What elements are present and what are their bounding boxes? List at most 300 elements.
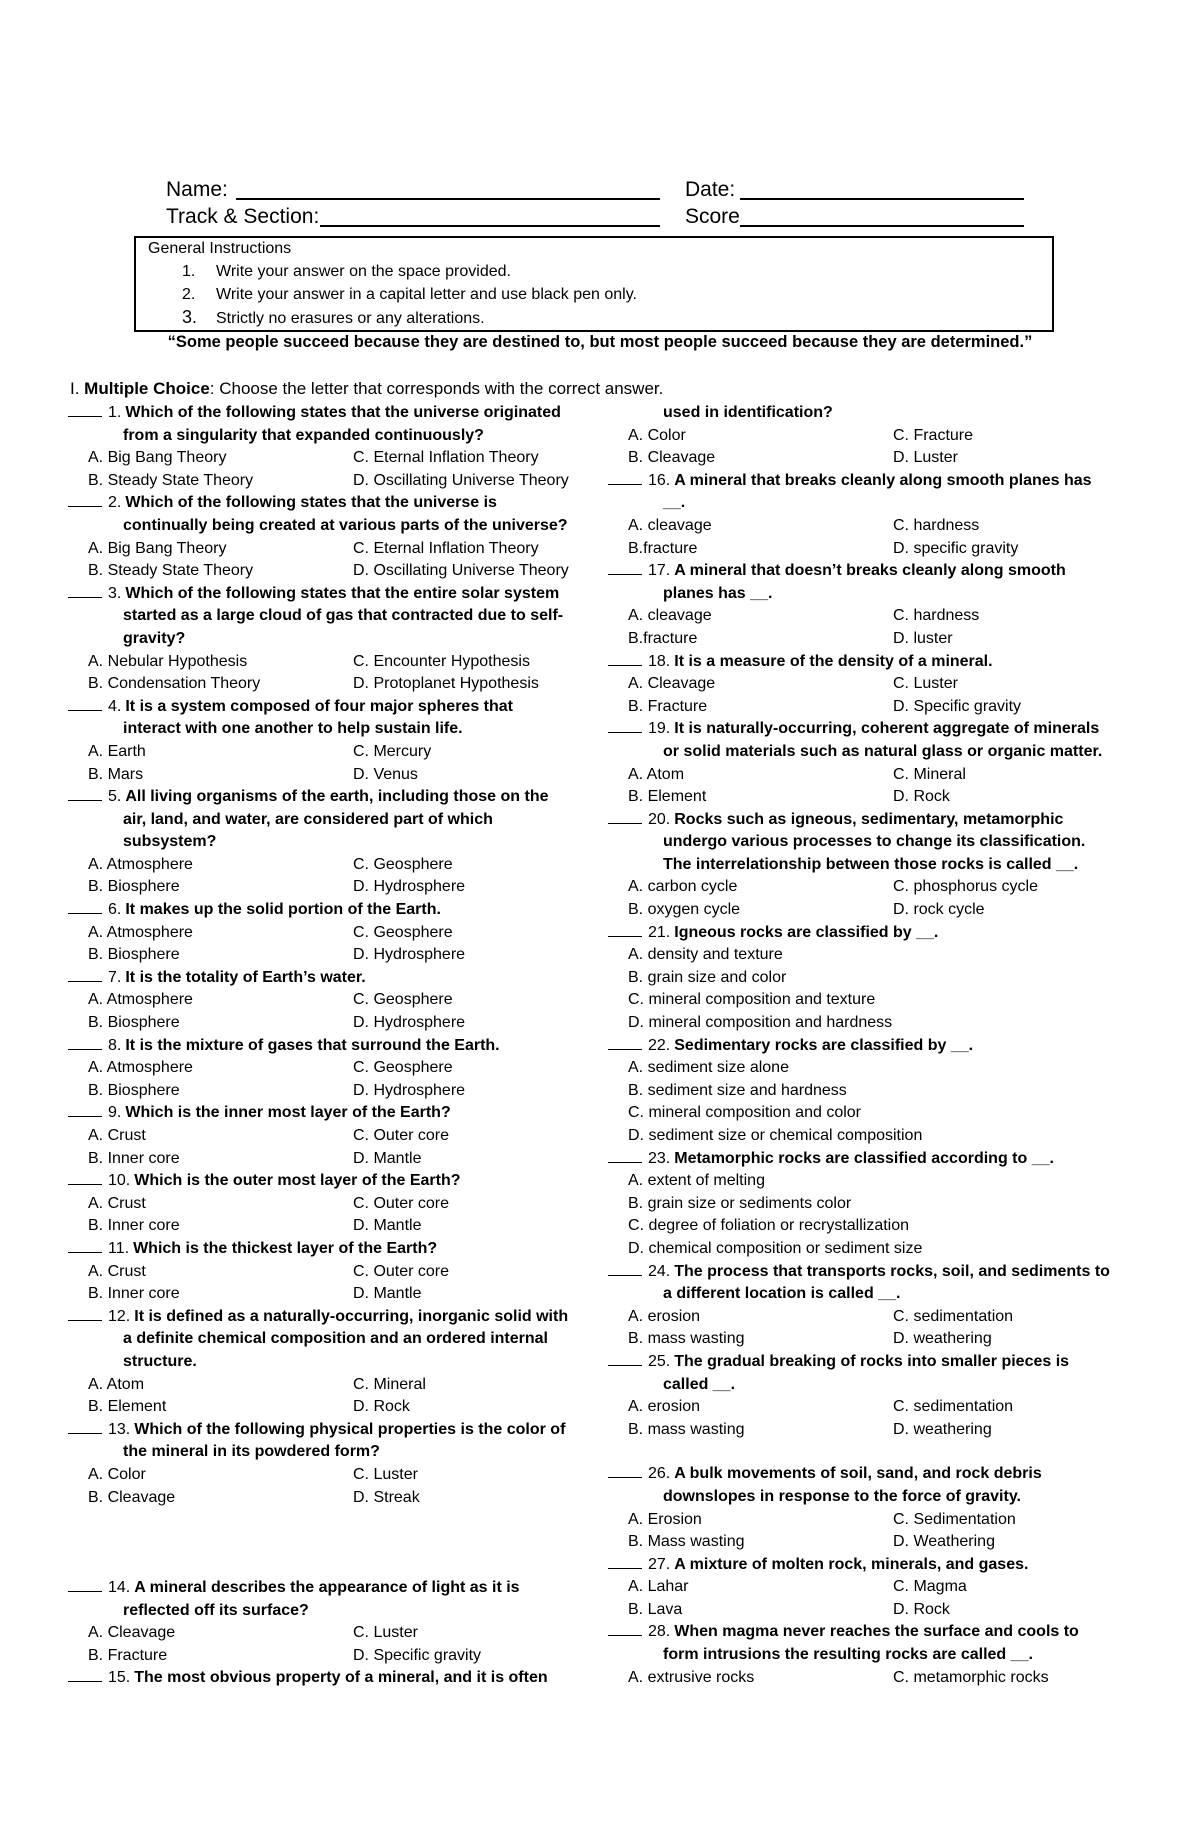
answer-option: A. Atom (628, 765, 685, 783)
track-section-label: Track & Section: (166, 205, 320, 228)
answer-option: C. Outer core (353, 1194, 450, 1212)
answer-blank[interactable] (608, 922, 642, 937)
question-text: Which of the following physical properties is the color of (134, 1420, 566, 1438)
answer-blank[interactable] (608, 809, 642, 824)
answer-option: C. Mineral (893, 765, 966, 783)
answer-option: B. Element (88, 1398, 167, 1416)
question-number (608, 1554, 670, 1577)
question-number-text: 3. (108, 584, 122, 602)
instruction-num: 2. (182, 286, 196, 303)
question-item (68, 402, 588, 492)
answer-options (68, 1464, 588, 1509)
question-text: Metamorphic rocks are classified according to __. (674, 1149, 1054, 1167)
answer-option: B.fracture (628, 539, 698, 557)
question-stem (608, 1035, 1128, 1058)
question-item (608, 651, 1128, 719)
name-field[interactable] (236, 198, 660, 200)
answer-options (608, 944, 1128, 1034)
answer-option: D. chemical composition or sediment size (628, 1239, 923, 1257)
answer-options (68, 854, 588, 899)
answer-option: C. Magma (893, 1578, 967, 1596)
question-text: It is the totality of Earth’s water. (125, 968, 366, 986)
answer-options (608, 1396, 1128, 1441)
answer-blank[interactable] (608, 1148, 642, 1163)
question-item (68, 1238, 588, 1306)
question-text-continued: subsystem? (123, 833, 217, 851)
answer-option: B. Biosphere (88, 1081, 180, 1099)
question-text: A mixture of molten rock, minerals, and gases. (674, 1555, 1029, 1573)
answer-blank[interactable] (68, 1102, 102, 1117)
answer-options (608, 1057, 1128, 1147)
answer-options (608, 425, 1128, 470)
question-number-text: 25. (648, 1352, 671, 1370)
answer-option: A. Big Bang Theory (88, 539, 227, 557)
question-stem (608, 809, 1128, 832)
answer-option: A. Atmosphere (88, 1059, 193, 1077)
question-number (608, 718, 670, 741)
question-stem (608, 1261, 1128, 1284)
answer-option: B. Biosphere (88, 946, 180, 964)
question-text: A bulk movements of soil, sand, and rock debris (674, 1465, 1042, 1483)
answer-blank[interactable] (608, 651, 642, 666)
answer-option: D. Oscillating Universe Theory (353, 471, 569, 489)
question-text: Igneous rocks are classified by __. (674, 923, 939, 941)
question-stem (68, 1170, 588, 1193)
question-item (608, 1261, 1128, 1351)
question-stem (68, 1035, 588, 1058)
answer-option: D. luster (893, 629, 953, 647)
answer-blank[interactable] (68, 492, 102, 507)
answer-blank[interactable] (608, 1035, 642, 1050)
answer-blank[interactable] (608, 718, 642, 733)
right-question-column (608, 402, 1128, 1689)
question-text: It is a measure of the density of a mineral. (674, 652, 993, 670)
question-number-text: 23. (648, 1149, 671, 1167)
question-item (68, 492, 588, 582)
question-text-continued: form intrusions the resulting rocks are called __. (663, 1646, 1033, 1664)
question-number (608, 651, 670, 674)
question-number (608, 809, 670, 832)
question-number (68, 402, 121, 425)
answer-option: B. Cleavage (88, 1488, 176, 1506)
question-number-text: 10. (108, 1172, 131, 1190)
answer-option: D. Specific gravity (353, 1646, 482, 1664)
question-number (608, 1351, 670, 1374)
question-text-continued: started as a large cloud of gas that contracted due to self- (123, 607, 564, 625)
answer-option: A. Atmosphere (88, 991, 193, 1009)
answer-blank[interactable] (68, 1170, 102, 1185)
question-number-text: 7. (108, 968, 122, 986)
answer-options (68, 1261, 588, 1306)
spacer (608, 1441, 1128, 1463)
question-text-continued: structure. (123, 1352, 197, 1370)
answer-option: D. Luster (893, 449, 958, 467)
answer-blank[interactable] (608, 470, 642, 485)
question-text-continued: air, land, and water, are considered part of which (123, 810, 493, 828)
question-stem (68, 1667, 588, 1690)
question-text: A mineral describes the appearance of light as it is (134, 1579, 520, 1597)
question-item (608, 1148, 1128, 1261)
answer-option: B. Mars (88, 765, 144, 783)
answer-option: D. Rock (893, 1600, 950, 1618)
instruction-num: 3. (182, 307, 198, 327)
answer-option: D. mineral composition and hardness (628, 1014, 893, 1032)
question-text-continued: undergo various processes to change its classification. (663, 833, 1086, 851)
question-text-continued: reflected off its surface? (123, 1601, 309, 1619)
question-number-text: 15. (108, 1669, 131, 1687)
question-text-continued: the mineral in its powdered form? (123, 1443, 380, 1461)
question-text: Which of the following states that the universe is (125, 494, 497, 512)
question-text: A mineral that breaks cleanly along smooth planes has (674, 471, 1092, 489)
answer-option: B. Element (628, 788, 707, 806)
answer-option: D. Protoplanet Hypothesis (353, 675, 539, 693)
question-text-continued: interact with one another to help sustain life. (123, 720, 463, 738)
answer-option: B. Steady State Theory (88, 562, 254, 580)
answer-option: B. grain size or sediments color (628, 1194, 852, 1212)
answer-option: B. Steady State Theory (88, 471, 254, 489)
answer-option: A. Crust (88, 1127, 146, 1144)
question-text-continued: __. (663, 494, 686, 512)
question-text: Which of the following states that the entire solar system (125, 584, 560, 602)
question-number-text: 4. (108, 697, 122, 715)
answer-option: A. Earth (88, 742, 146, 760)
question-text-continued: a definite chemical composition and an ordered internal (123, 1330, 548, 1348)
answer-option: A. extrusive rocks (628, 1668, 755, 1686)
date-label: Date: (685, 178, 736, 201)
answer-option: C. mineral composition and color (628, 1104, 861, 1122)
answer-option: C. Outer core (353, 1262, 450, 1280)
question-stem (68, 1238, 588, 1261)
section-prefix: I. (70, 379, 85, 398)
question-stem (608, 1621, 1128, 1644)
answer-option: A. cleavage (628, 516, 712, 534)
answer-blank[interactable] (608, 1463, 642, 1478)
question-number-text: 21. (648, 923, 671, 941)
answer-options (68, 538, 588, 583)
question-number (68, 1667, 130, 1690)
section-title: Multiple Choice (84, 379, 210, 398)
answer-option: D. Oscillating Universe Theory (353, 562, 569, 580)
question-stem (608, 1351, 1128, 1374)
question-text: A mineral that doesn’t breaks cleanly along smooth (674, 562, 1066, 580)
answer-option: D. specific gravity (893, 539, 1019, 557)
answer-option: B. Inner core (88, 1285, 180, 1303)
question-number-text: 9. (108, 1104, 122, 1122)
answer-option: B. mass wasting (628, 1420, 745, 1438)
answer-option: A. Cleavage (88, 1624, 176, 1642)
question-text: When magma never reaches the surface and cools to (674, 1623, 1079, 1641)
answer-option: D. sediment size or chemical composition (628, 1127, 923, 1144)
question-text: All living organisms of the earth, including those on the (125, 788, 549, 806)
question-item (68, 899, 588, 967)
question-text-continued: called __. (663, 1375, 736, 1393)
question-number (608, 922, 670, 945)
answer-option: A. Big Bang Theory (88, 449, 227, 467)
question-number-text: 12. (108, 1307, 131, 1325)
question-text: It is defined as a naturally-occurring, inorganic solid with (134, 1307, 569, 1325)
question-number-text: 14. (108, 1579, 131, 1597)
answer-option: A. density and texture (628, 946, 783, 964)
answer-option: D. Rock (893, 788, 950, 806)
answer-option: D. Streak (353, 1488, 420, 1506)
question-item (608, 1463, 1128, 1553)
question-item (68, 1306, 588, 1419)
question-item (68, 1667, 588, 1690)
answer-option: D. Specific gravity (893, 697, 1022, 715)
question-number (608, 560, 670, 583)
question-text-continued: The interrelationship between those rocks is called __. (663, 855, 1079, 873)
question-item (68, 583, 588, 696)
question-number (68, 1170, 130, 1193)
answer-blank[interactable] (68, 1238, 102, 1253)
answer-option: C. metamorphic rocks (893, 1668, 1049, 1686)
answer-option: A. Lahar (628, 1578, 689, 1596)
question-item (608, 560, 1128, 650)
answer-option: C. Fracture (893, 426, 974, 444)
question-number (608, 1261, 670, 1284)
question-item (608, 1351, 1128, 1441)
answer-option: C. Luster (353, 1624, 418, 1642)
score-field[interactable] (740, 225, 1024, 227)
question-stem (68, 583, 588, 606)
question-item (68, 1419, 588, 1509)
question-text: The most obvious property of a mineral, and it is often (134, 1669, 548, 1687)
name-label: Name: (166, 178, 228, 201)
question-stem (68, 1102, 588, 1125)
answer-blank[interactable] (68, 402, 102, 417)
answer-option: C. Mineral (353, 1375, 426, 1393)
answer-option: B. Cleavage (628, 449, 716, 467)
answer-option: A. extent of melting (628, 1172, 765, 1190)
question-stem (608, 470, 1128, 493)
answer-blank[interactable] (68, 1667, 102, 1682)
answer-option: A. Atmosphere (88, 855, 193, 873)
answer-option: B. oxygen cycle (628, 901, 741, 919)
question-stem (608, 560, 1128, 583)
question-item (68, 967, 588, 1035)
question-number-text: 11. (108, 1239, 130, 1257)
answer-blank[interactable] (68, 696, 102, 711)
answer-option: A. Crust (88, 1194, 146, 1212)
question-number-text: 26. (648, 1465, 671, 1483)
date-field[interactable] (740, 198, 1024, 200)
answer-option: A. erosion (628, 1307, 701, 1325)
answer-option: C. Geosphere (353, 923, 453, 941)
answer-blank[interactable] (608, 1554, 642, 1569)
question-item (68, 1170, 588, 1238)
answer-option: A. sediment size alone (628, 1059, 789, 1077)
answer-options (608, 673, 1128, 718)
question-text: It is the mixture of gases that surround the Earth. (125, 1036, 500, 1054)
answer-options (608, 1509, 1128, 1554)
question-item (608, 922, 1128, 1035)
question-stem (608, 922, 1128, 945)
instruction-text: Write your answer on the space provided. (216, 263, 511, 280)
answer-option: A. Crust (88, 1262, 146, 1280)
answer-option: C. sedimentation (893, 1307, 1014, 1325)
answer-option: C. Luster (353, 1465, 418, 1483)
general-instructions-box (134, 236, 1054, 332)
question-text: It is naturally-occurring, coherent aggregate of minerals (674, 720, 1100, 738)
answer-option: C. sedimentation (893, 1398, 1014, 1416)
question-number (608, 1621, 670, 1644)
answer-options (68, 922, 588, 967)
answer-option: C. mineral composition and texture (628, 991, 876, 1009)
answer-option: D. weathering (893, 1420, 992, 1438)
question-text: Which is the outer most layer of the Earth? (134, 1172, 461, 1190)
instruction-text: Write your answer in a capital letter and use black pen only. (216, 286, 637, 303)
question-number-text: 24. (648, 1262, 671, 1280)
question-text-continued: planes has __. (663, 584, 773, 602)
answer-option: D. Hydrosphere (353, 946, 466, 964)
answer-option: B. Lava (628, 1600, 683, 1618)
answer-blank[interactable] (608, 1621, 642, 1636)
answer-blank[interactable] (68, 967, 102, 982)
answer-options (608, 515, 1128, 560)
answer-options (608, 1667, 1128, 1690)
answer-option: D. Mantle (353, 1217, 422, 1235)
answer-options (608, 1576, 1128, 1621)
question-number (608, 1148, 670, 1171)
question-text-continued: or solid materials such as natural glass or organic matter. (663, 742, 1103, 760)
answer-option: C. hardness (893, 516, 980, 534)
answer-blank[interactable] (608, 1351, 642, 1366)
question-number-text: 16. (648, 471, 671, 489)
question-text: Which is the inner most layer of the Earth? (125, 1104, 451, 1122)
answer-blank[interactable] (608, 560, 642, 575)
answer-option: D. Hydrosphere (353, 1014, 466, 1032)
score-label: Score (685, 205, 740, 228)
answer-option: A. Color (88, 1465, 146, 1483)
answer-option: D. rock cycle (893, 901, 985, 919)
question-number-text: 28. (648, 1623, 671, 1641)
answer-option: C. Mercury (353, 742, 432, 760)
answer-option: C. Geosphere (353, 991, 453, 1009)
question-number-text: 13. (108, 1420, 131, 1438)
question-number-text: 6. (108, 901, 122, 919)
answer-option: A. carbon cycle (628, 878, 738, 896)
answer-option: C. Outer core (353, 1127, 450, 1144)
answer-option: B. Inner core (88, 1217, 180, 1235)
answer-blank[interactable] (68, 899, 102, 914)
answer-option: B. Inner core (88, 1149, 180, 1167)
answer-option: C. Sedimentation (893, 1510, 1016, 1528)
answer-option: B. sediment size and hardness (628, 1081, 847, 1099)
question-number-text: 18. (648, 652, 671, 670)
question-stem (608, 1148, 1128, 1171)
question-text: Which of the following states that the universe originated (125, 404, 561, 421)
question-number (68, 1035, 121, 1058)
question-stem (608, 1554, 1128, 1577)
answer-option: D. Hydrosphere (353, 1081, 466, 1099)
question-item (608, 470, 1128, 560)
question-item (608, 1554, 1128, 1622)
answer-option: D. Rock (353, 1398, 410, 1416)
question-stem (608, 1463, 1128, 1486)
question-text-continued: gravity? (123, 629, 186, 647)
question-number (68, 1419, 130, 1442)
question-number (68, 1102, 121, 1125)
answer-option: D. Weathering (893, 1533, 995, 1551)
answer-options (68, 651, 588, 696)
answer-option: A. Cleavage (628, 675, 716, 693)
question-number-text: 17. (648, 562, 671, 580)
track-section-field[interactable] (320, 225, 660, 227)
question-number (68, 583, 121, 606)
answer-option: D. Mantle (353, 1285, 422, 1303)
question-item (608, 1621, 1128, 1689)
answer-option: B.fracture (628, 629, 698, 647)
section-heading (70, 379, 663, 399)
question-text-continued: continually being created at various parts of the universe? (123, 516, 568, 534)
answer-option: A. Erosion (628, 1510, 702, 1528)
question-stem (68, 402, 588, 425)
question-number-text: 19. (648, 720, 671, 738)
answer-blank[interactable] (68, 1035, 102, 1050)
question-number (68, 1577, 130, 1600)
answer-option: B. mass wasting (628, 1330, 745, 1348)
question-item (608, 402, 1128, 470)
question-item (68, 1035, 588, 1103)
question-text: It makes up the solid portion of the Earth. (125, 901, 441, 919)
question-number-text: 1. (108, 404, 122, 421)
question-item (608, 1035, 1128, 1148)
answer-options (68, 989, 588, 1034)
answer-option: A. Color (628, 426, 686, 444)
question-number (68, 696, 121, 719)
answer-option: C. Eternal Inflation Theory (353, 539, 539, 557)
answer-option: C. phosphorus cycle (893, 878, 1038, 896)
answer-blank[interactable] (68, 786, 102, 801)
answer-options (68, 1193, 588, 1238)
question-number-text: 5. (108, 788, 122, 806)
answer-options (68, 1622, 588, 1667)
answer-option: A. Atom (88, 1375, 145, 1393)
question-stem (68, 899, 588, 922)
answer-options (68, 1374, 588, 1419)
question-text: The gradual breaking of rocks into smaller pieces is (674, 1352, 1070, 1370)
question-stem (68, 492, 588, 515)
instructions-title: General Instructions (148, 240, 292, 257)
question-item (68, 1577, 588, 1667)
answer-options (608, 1170, 1128, 1260)
instruction-num: 1. (182, 263, 196, 280)
question-number (68, 1238, 129, 1261)
answer-blank[interactable] (68, 1306, 102, 1321)
question-number-text: 27. (648, 1555, 671, 1573)
answer-option: D. Mantle (353, 1149, 422, 1167)
answer-option: C. degree of foliation or recrystallization (628, 1217, 910, 1235)
answer-options (68, 447, 588, 492)
answer-option: C. Encounter Hypothesis (353, 652, 530, 670)
answer-blank[interactable] (68, 1577, 102, 1592)
answer-option: B. Mass wasting (628, 1533, 745, 1551)
question-stem (608, 651, 1128, 674)
motivational-quote: “Some people succeed because they are destined to, but most people succeed because they are determined.” (167, 333, 1033, 351)
answer-blank[interactable] (68, 583, 102, 598)
answer-option: B. grain size and color (628, 968, 787, 986)
question-stem (68, 696, 588, 719)
question-number-text: 22. (648, 1036, 671, 1054)
answer-blank[interactable] (68, 1419, 102, 1434)
answer-blank[interactable] (608, 1261, 642, 1276)
question-stem (608, 718, 1128, 741)
answer-option: A. cleavage (628, 607, 712, 625)
answer-option: C. Luster (893, 675, 958, 693)
question-item (68, 1102, 588, 1170)
answer-options (68, 1057, 588, 1102)
question-text: The process that transports rocks, soil, and sediments to (674, 1262, 1110, 1280)
